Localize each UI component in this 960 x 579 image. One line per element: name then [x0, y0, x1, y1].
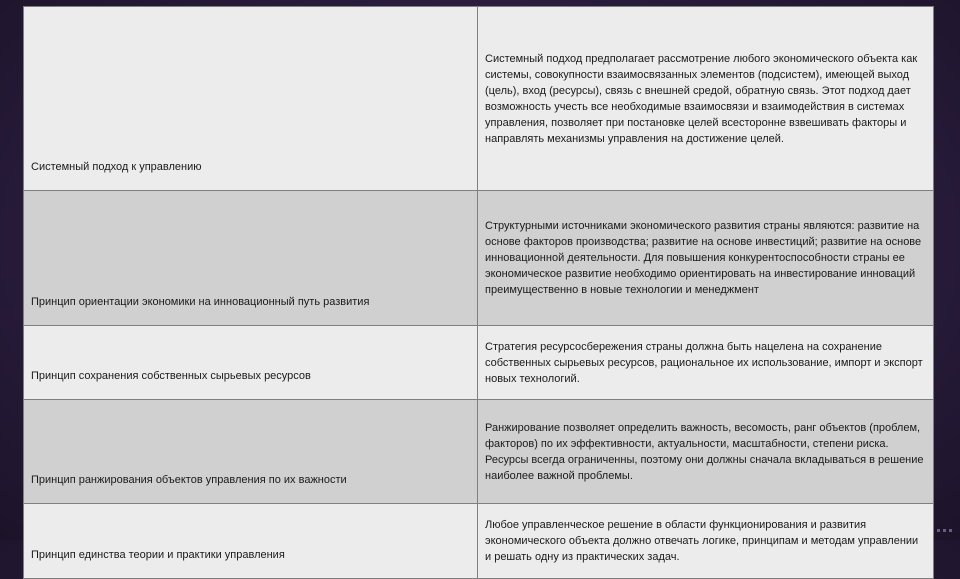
table-row: [24, 7, 934, 191]
principle-name: Принцип ранжирования объектов управления по их важности: [24, 400, 478, 504]
principle-description: Системный подход предполагает рассмотрение любого экономического объекта как системы, совокупности взаимосвязанных элементов (подсистем), имеющей выход (цель), вход (ресурсы), связь с внешней средой, обратную связь. Этот подход дает возможность учесть все необходимые взаимосвязи и взаимодействия в системах управления, позволяет при постановке целей всесторонне взвешивать факторы и направлять механизмы управления на достижение целей.: [478, 7, 934, 191]
principle-name: Принцип ориентации экономики на инновационный путь развития: [24, 191, 478, 326]
table-row: [24, 191, 934, 326]
principle-name: Принцип единства теории и практики управления: [24, 504, 478, 579]
principle-description: Ранжирование позволяет определить важность, весомость, ранг объектов (проблем, факторов) по их эффективности, актуальности, масштабности, степени риска. Ресурсы всегда ограниченны, поэтому они должны сначала вкладываться в решение наиболее важной проблемы.: [478, 400, 934, 504]
principle-description: Любое управленческое решение в области функционирования и развития экономического объекта должно отвечать логике, принципам и методам управлении и решать одну из практических задач.: [478, 504, 934, 579]
slide-decoration: [937, 529, 952, 532]
principle-name: Системный подход к управлению: [24, 7, 478, 191]
principle-description: Стратегия ресурсосбережения страны должна быть нацелена на сохранение собственных сырьевых ресурсов, рациональное их использование, импорт и экспорт новых технологий.: [478, 326, 934, 400]
table-row: [24, 400, 934, 504]
principle-name: Принцип сохранения собственных сырьевых ресурсов: [24, 326, 478, 400]
table-row: [24, 326, 934, 400]
principle-description: Структурными источниками экономического развития страны являются: развитие на основе факторов производства; развитие на основе инвестиций; развитие на основе инновационной деятельности. Для повышения конкурентоспособности страны ее экономическое развитие необходимо ориентировать на инвестирование инноваций преимущественно в новые технологии и менеджмент: [478, 191, 934, 326]
table-row: [24, 504, 934, 579]
principles-table: [23, 6, 934, 579]
